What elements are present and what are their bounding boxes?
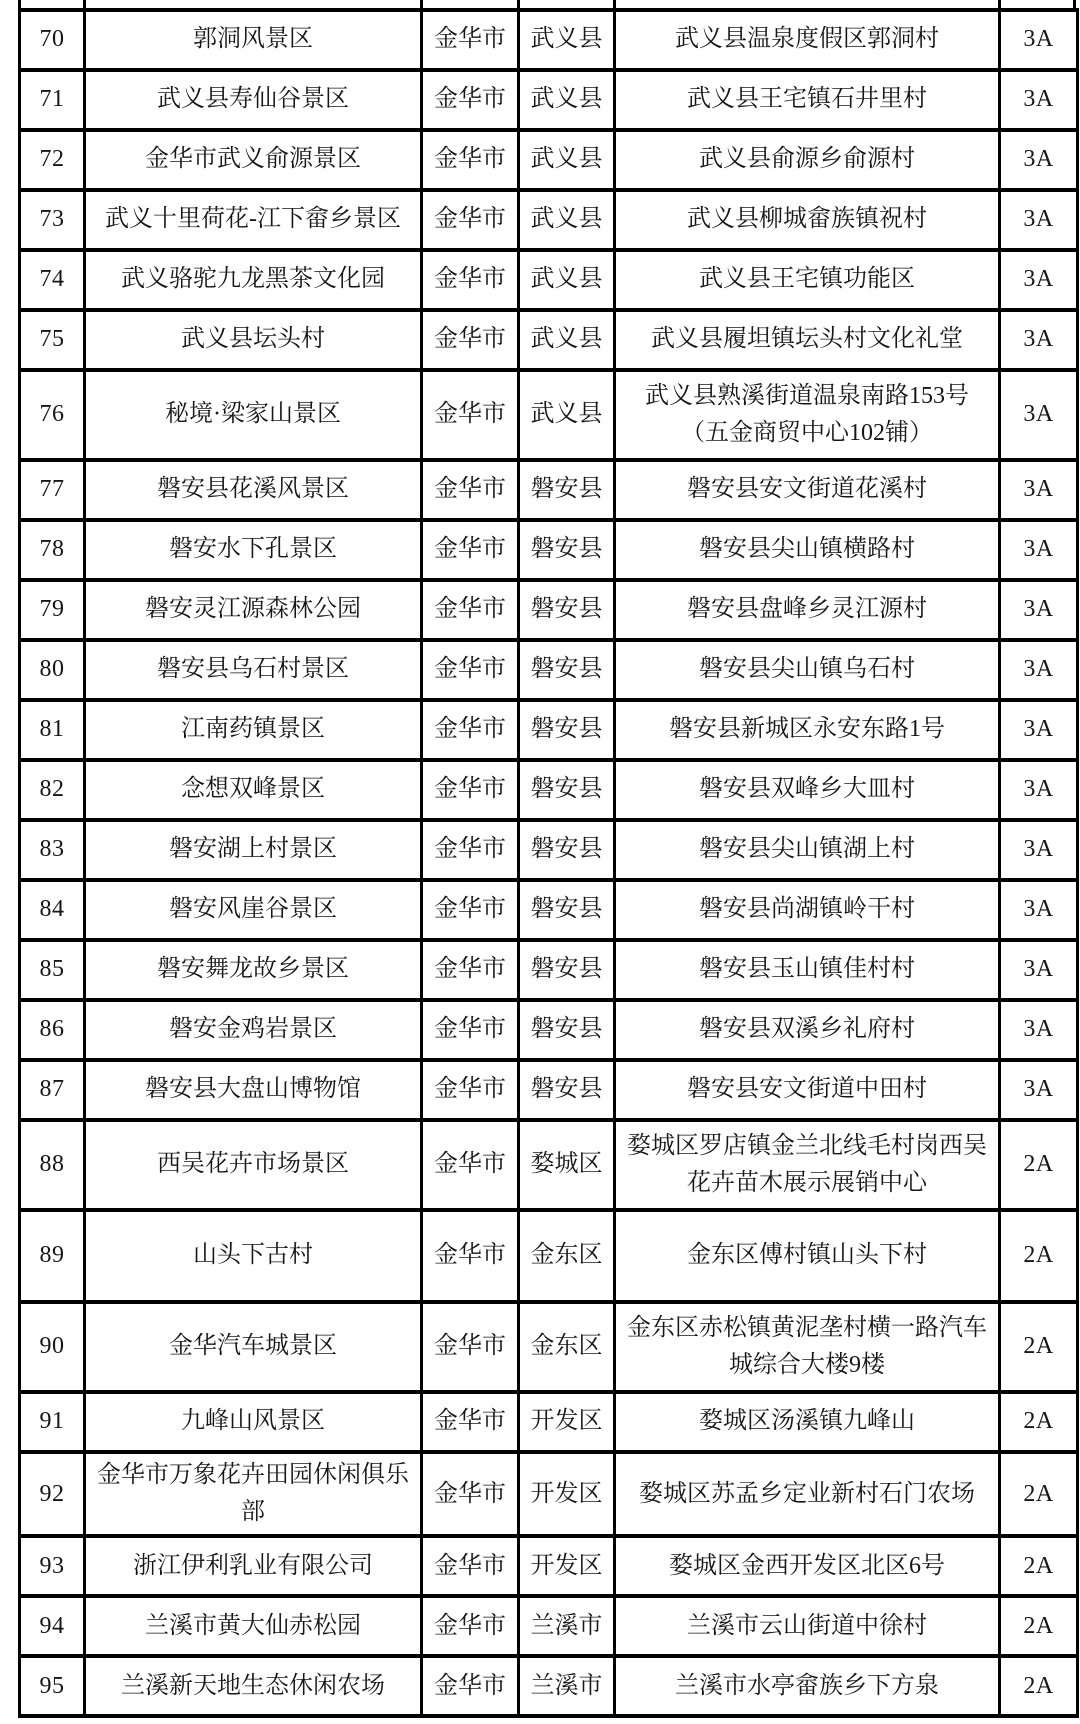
cell-row-number: 70 [20,10,85,70]
cell-district: 磐安县 [519,760,615,820]
cell-scenic-name: 磐安湖上村景区 [85,820,422,880]
cell-city: 金华市 [422,640,519,700]
cell-row-number: 73 [20,190,85,250]
cell-city: 金华市 [422,10,519,70]
cell-district: 磐安县 [519,460,615,520]
cell-city: 金华市 [422,940,519,1000]
cell-address: 磐安县双溪乡礼府村 [615,1000,1000,1060]
cell-district: 武义县 [519,370,615,460]
cell-address: 武义县王宅镇石井里村 [615,70,1000,130]
table-row [20,700,1078,760]
cell-address: 婺城区苏孟乡定业新村石门农场 [615,1452,1000,1536]
cell-address: 婺城区汤溪镇九峰山 [615,1392,1000,1452]
cell-city: 金华市 [422,580,519,640]
cell-scenic-name: 磐安风崖谷景区 [85,880,422,940]
cell-address: 金东区傅村镇山头下村 [615,1210,1000,1302]
cell-row-number: 74 [20,250,85,310]
remnant-col-number [18,0,83,8]
cell-address: 磐安县新城区永安东路1号 [615,700,1000,760]
cell-district: 武义县 [519,70,615,130]
cell-scenic-name: 念想双峰景区 [85,760,422,820]
cell-scenic-name: 武义骆驼九龙黑茶文化园 [85,250,422,310]
cell-scenic-name: 西吴花卉市场景区 [85,1120,422,1210]
cell-city: 金华市 [422,1656,519,1716]
table-row [20,130,1078,190]
table-row [20,250,1078,310]
cell-city: 金华市 [422,310,519,370]
cell-scenic-name: 金华汽车城景区 [85,1302,422,1392]
cell-district: 武义县 [519,190,615,250]
cell-address: 磐安县盘峰乡灵江源村 [615,580,1000,640]
cell-scenic-name: 秘境·梁家山景区 [85,370,422,460]
cell-grade: 2A [1000,1596,1078,1656]
cell-scenic-name: 磐安舞龙故乡景区 [85,940,422,1000]
cell-grade: 3A [1000,130,1078,190]
table-row [20,580,1078,640]
remnant-col-grade [998,0,1076,8]
cell-scenic-name: 磐安灵江源森林公园 [85,580,422,640]
cell-row-number: 85 [20,940,85,1000]
cell-city: 金华市 [422,190,519,250]
cell-address: 兰溪市水亭畲族乡下方泉 [615,1656,1000,1716]
table-row [20,1656,1078,1716]
table-row [20,190,1078,250]
cell-district: 兰溪市 [519,1656,615,1716]
cell-city: 金华市 [422,1392,519,1452]
cell-grade: 2A [1000,1302,1078,1392]
cell-grade: 3A [1000,10,1078,70]
cell-address: 磐安县安文街道中田村 [615,1060,1000,1120]
cell-address: 武义县熟溪街道温泉南路153号（五金商贸中心102铺） [615,370,1000,460]
cell-scenic-name: 金华市万象花卉田园休闲俱乐部 [85,1452,422,1536]
cell-scenic-name: 武义县寿仙谷景区 [85,70,422,130]
cell-row-number: 88 [20,1120,85,1210]
cell-city: 金华市 [422,820,519,880]
cell-address: 婺城区金西开发区北区6号 [615,1536,1000,1596]
cell-grade: 2A [1000,1120,1078,1210]
cell-district: 磐安县 [519,1060,615,1120]
cell-scenic-name: 磐安县大盘山博物馆 [85,1060,422,1120]
cell-address: 武义县温泉度假区郭洞村 [615,10,1000,70]
cell-row-number: 75 [20,310,85,370]
cell-city: 金华市 [422,1120,519,1210]
cell-address: 武义县柳城畲族镇祝村 [615,190,1000,250]
cell-address: 武义县王宅镇功能区 [615,250,1000,310]
cell-grade: 3A [1000,370,1078,460]
cell-grade: 3A [1000,820,1078,880]
cell-district: 开发区 [519,1452,615,1536]
cell-district: 武义县 [519,250,615,310]
cell-row-number: 90 [20,1302,85,1392]
cell-district: 磐安县 [519,940,615,1000]
cell-row-number: 94 [20,1596,85,1656]
cell-district: 金东区 [519,1210,615,1302]
remnant-col-district [517,0,613,8]
table-row [20,1452,1078,1536]
remnant-col-city [420,0,517,8]
cell-row-number: 82 [20,760,85,820]
cell-address: 磐安县双峰乡大皿村 [615,760,1000,820]
table-row [20,820,1078,880]
cell-district: 开发区 [519,1392,615,1452]
cell-row-number: 95 [20,1656,85,1716]
cell-grade: 3A [1000,520,1078,580]
cell-city: 金华市 [422,1536,519,1596]
cell-grade: 2A [1000,1452,1078,1536]
cell-city: 金华市 [422,760,519,820]
cell-scenic-name: 磐安水下孔景区 [85,520,422,580]
scenic-table-body [20,10,1078,1716]
cell-district: 金东区 [519,1302,615,1392]
cell-row-number: 80 [20,640,85,700]
cell-scenic-name: 磐安金鸡岩景区 [85,1000,422,1060]
cell-scenic-name: 武义县坛头村 [85,310,422,370]
cell-grade: 3A [1000,1000,1078,1060]
cell-address: 金东区赤松镇黄泥垄村横一路汽车城综合大楼9楼 [615,1302,1000,1392]
cell-row-number: 72 [20,130,85,190]
cell-city: 金华市 [422,700,519,760]
cell-city: 金华市 [422,370,519,460]
cell-row-number: 76 [20,370,85,460]
cell-city: 金华市 [422,130,519,190]
table-row [20,940,1078,1000]
cell-row-number: 79 [20,580,85,640]
cell-district: 磐安县 [519,880,615,940]
table-row [20,10,1078,70]
cell-district: 磐安县 [519,700,615,760]
table-row [20,880,1078,940]
cell-district: 磐安县 [519,1000,615,1060]
cell-address: 磐安县尖山镇横路村 [615,520,1000,580]
cell-scenic-name: 武义十里荷花-江下畲乡景区 [85,190,422,250]
cell-row-number: 89 [20,1210,85,1302]
table-row [20,520,1078,580]
previous-row-clipped-border [18,0,1076,8]
table-row [20,1596,1078,1656]
table-row [20,1060,1078,1120]
cell-city: 金华市 [422,1452,519,1536]
cell-grade: 3A [1000,940,1078,1000]
cell-district: 磐安县 [519,820,615,880]
table-row [20,1392,1078,1452]
cell-district: 磐安县 [519,580,615,640]
table-row [20,1120,1078,1210]
cell-city: 金华市 [422,1596,519,1656]
cell-row-number: 81 [20,700,85,760]
cell-scenic-name: 磐安县乌石村景区 [85,640,422,700]
cell-grade: 3A [1000,460,1078,520]
cell-grade: 3A [1000,1060,1078,1120]
cell-address: 武义县履坦镇坛头村文化礼堂 [615,310,1000,370]
cell-scenic-name: 兰溪新天地生态休闲农场 [85,1656,422,1716]
cell-district: 武义县 [519,130,615,190]
cell-scenic-name: 九峰山风景区 [85,1392,422,1452]
cell-district: 开发区 [519,1536,615,1596]
cell-row-number: 83 [20,820,85,880]
cell-row-number: 77 [20,460,85,520]
cell-scenic-name: 磐安县花溪风景区 [85,460,422,520]
cell-grade: 3A [1000,70,1078,130]
cell-scenic-name: 江南药镇景区 [85,700,422,760]
cell-grade: 2A [1000,1392,1078,1452]
cell-grade: 3A [1000,700,1078,760]
cell-city: 金华市 [422,520,519,580]
cell-row-number: 78 [20,520,85,580]
table-row [20,370,1078,460]
table-row [20,1302,1078,1392]
cell-grade: 3A [1000,880,1078,940]
cell-district: 磐安县 [519,640,615,700]
remnant-col-address [613,0,998,8]
cell-grade: 3A [1000,250,1078,310]
cell-city: 金华市 [422,460,519,520]
cell-district: 武义县 [519,10,615,70]
cell-city: 金华市 [422,250,519,310]
cell-row-number: 93 [20,1536,85,1596]
cell-grade: 2A [1000,1656,1078,1716]
cell-row-number: 91 [20,1392,85,1452]
cell-district: 婺城区 [519,1120,615,1210]
cell-address: 磐安县尖山镇湖上村 [615,820,1000,880]
scenic-spots-table [18,8,1079,1718]
cell-row-number: 92 [20,1452,85,1536]
cell-address: 武义县俞源乡俞源村 [615,130,1000,190]
cell-city: 金华市 [422,70,519,130]
table-row [20,460,1078,520]
cell-row-number: 86 [20,1000,85,1060]
cell-scenic-name: 浙江伊利乳业有限公司 [85,1536,422,1596]
cell-city: 金华市 [422,880,519,940]
table-row [20,70,1078,130]
cell-grade: 2A [1000,1210,1078,1302]
cell-grade: 3A [1000,190,1078,250]
cell-grade: 3A [1000,310,1078,370]
cell-row-number: 87 [20,1060,85,1120]
cell-city: 金华市 [422,1210,519,1302]
table-row [20,310,1078,370]
cell-grade: 3A [1000,640,1078,700]
cell-grade: 3A [1000,760,1078,820]
table-row [20,640,1078,700]
cell-address: 磐安县尚湖镇岭干村 [615,880,1000,940]
table-row [20,1000,1078,1060]
cell-address: 磐安县玉山镇佳村村 [615,940,1000,1000]
cell-scenic-name: 郭洞风景区 [85,10,422,70]
table-row [20,1536,1078,1596]
cell-grade: 2A [1000,1536,1078,1596]
cell-row-number: 71 [20,70,85,130]
cell-row-number: 84 [20,880,85,940]
remnant-col-name [83,0,420,8]
cell-district: 武义县 [519,310,615,370]
cell-district: 兰溪市 [519,1596,615,1656]
table-row [20,760,1078,820]
cell-address: 兰溪市云山街道中徐村 [615,1596,1000,1656]
cell-city: 金华市 [422,1060,519,1120]
cell-address: 磐安县安文街道花溪村 [615,460,1000,520]
cell-district: 磐安县 [519,520,615,580]
cell-address: 磐安县尖山镇乌石村 [615,640,1000,700]
cell-grade: 3A [1000,580,1078,640]
cell-scenic-name: 山头下古村 [85,1210,422,1302]
cell-scenic-name: 金华市武义俞源景区 [85,130,422,190]
cell-scenic-name: 兰溪市黄大仙赤松园 [85,1596,422,1656]
table-row [20,1210,1078,1302]
cell-city: 金华市 [422,1000,519,1060]
cell-address: 婺城区罗店镇金兰北线毛村岗西吴花卉苗木展示展销中心 [615,1120,1000,1210]
cell-city: 金华市 [422,1302,519,1392]
